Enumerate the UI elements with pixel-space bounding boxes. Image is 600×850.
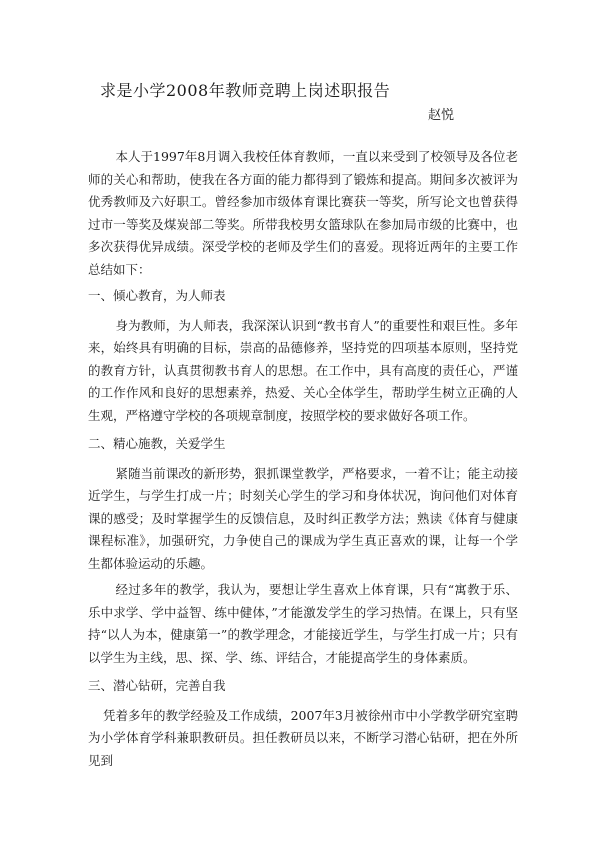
section-heading-3: 三、潜心钻研，完善自我 <box>88 678 226 693</box>
section-1-paragraph: 身为教师，为人师表，我深深认识到“教书育人”的重要性和艰巨性。多年来，始终具有明确的目标，崇高的品德修养，坚持党的四项基本原则，坚持党的教育方针，认真贯彻教书育人的思想。在工作中，具有高度的责任心，严谨的工作作风和良好的思想素养，热爱、关心全体学生，帮助学生树立正确的人生观，严格遵守学校的各项规章制度，按照学校的要求做好各项工作。 <box>88 317 518 423</box>
document-author: 赵悦 <box>428 108 455 123</box>
section-2-paragraph-b: 经过多年的教学，我认为，要想让学生喜欢上体育课，只有“寓教于乐、乐中求学、学中益智、练中健体，”才能激发学生的学习热情。在课上，只有坚持“以人为本，健康第一”的教学理念，才能接近学生，与学生打成一片；只有以学生为主线，思、探、学、练、评结合，才能提高学生的身体素质。 <box>88 582 518 665</box>
section-2-paragraph-a: 紧随当前课改的新形势，狠抓课堂教学，严格要求，一着不让；能主动接近学生，与学生打成一片；时刻关心学生的学习和身体状况，询问他们对体育课的感受；及时掌握学生的反馈信息，及时纠正教学方法；熟读《体育与健康课程标准》，加强研究，力争使自己的课成为学生真正喜欢的课，让每一个学生都体验运动的乐趣。 <box>88 465 518 571</box>
section-heading-2: 二、精心施教，关爱学生 <box>88 436 226 451</box>
document-title: 求是小学2008年教师竞聘上岗述职报告 <box>100 81 391 100</box>
document-body <box>88 146 518 772</box>
intro-paragraph: 本人于1997年8月调入我校任体育教师，一直以来受到了校领导及各位老师的关心和帮助，使我在各方面的能力都得到了锻炼和提高。期间多次被评为优秀教师及六好职工。曾经参加市级体育课比赛获一等奖，所写论文也曾获得过市一等奖及煤炭部二等奖。所带我校男女篮球队在参加局市级的比赛中，也多次获得优异成绩。深受学校的老师及学生们的喜爱。现将近两年的主要工作总结如下： <box>88 149 518 277</box>
section-3-paragraph: 凭着多年的教学经验及工作成绩，2007年3月被徐州市中小学教学研究室聘为小学体育学科兼职教研员。担任教研员以来，不断学习潜心钻研，把在外所见到 <box>88 707 518 768</box>
section-heading-1: 一、倾心教育，为人师表 <box>88 288 226 303</box>
